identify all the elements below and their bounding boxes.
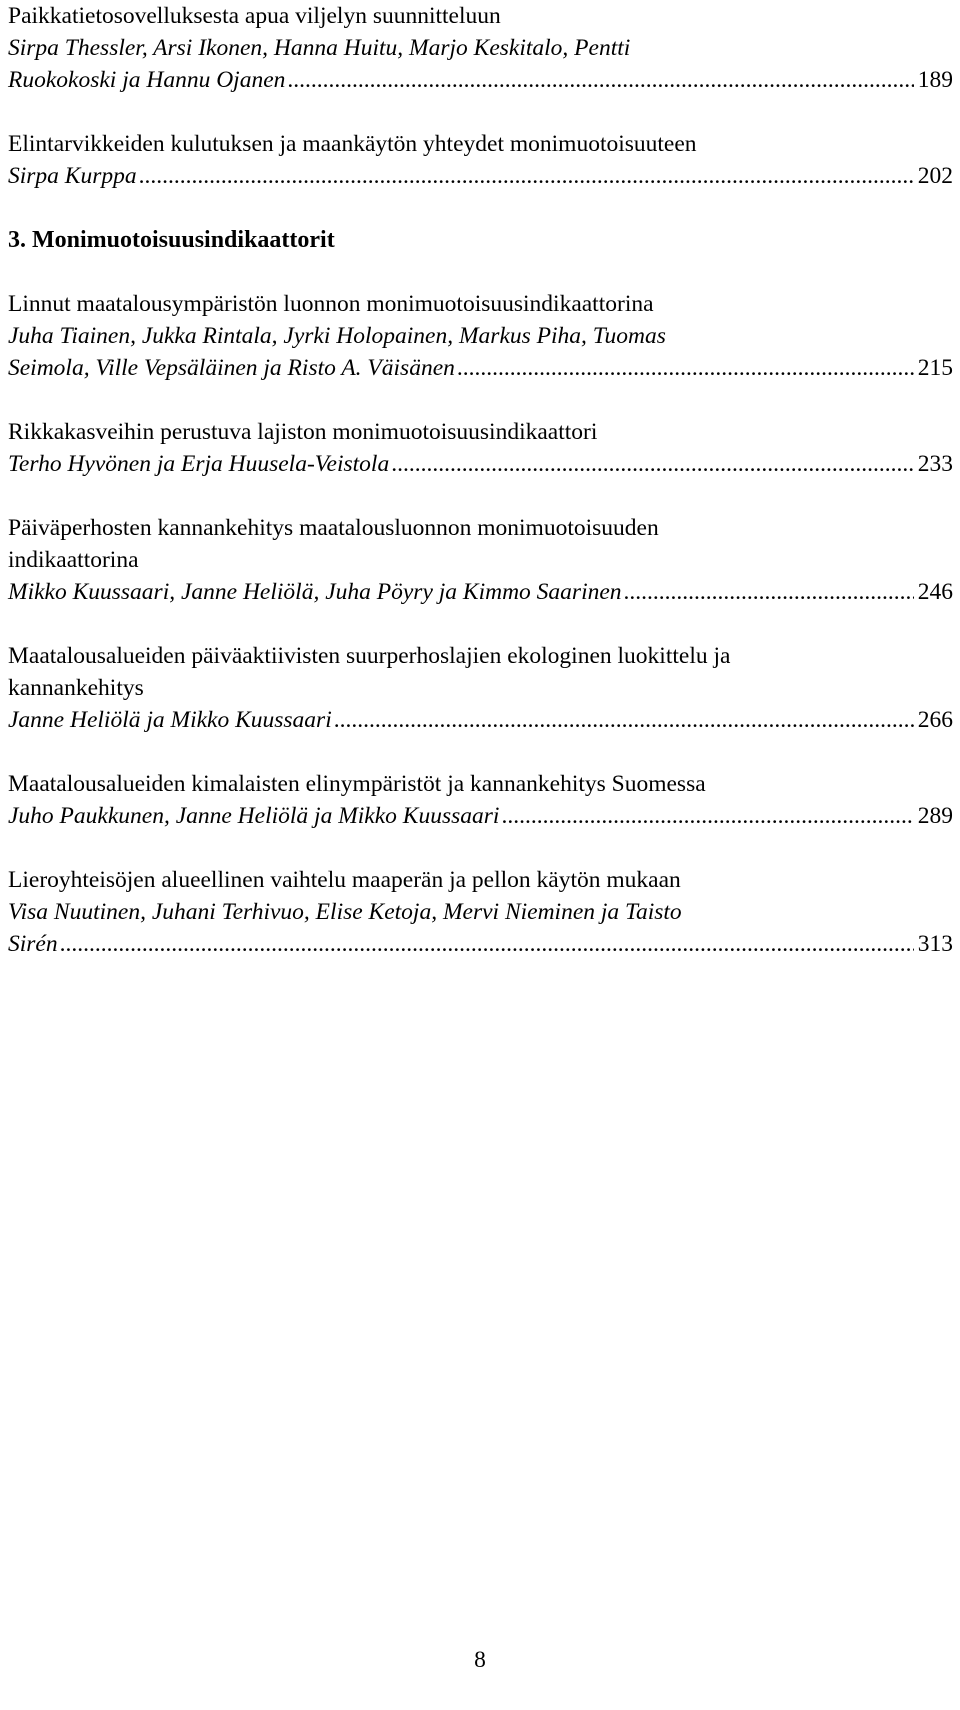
toc-entry-page-number: 202 <box>917 163 953 189</box>
toc-entry-page-number: 233 <box>917 451 953 477</box>
toc-entry-last-line <box>8 576 953 608</box>
toc-entry-page-number: 189 <box>917 67 953 93</box>
toc-entry-authors-tail: Juho Paukkunen, Janne Heliölä ja Mikko Kuussaari <box>8 803 500 829</box>
toc-entry-last-line <box>8 704 953 736</box>
toc-entry-last-line <box>8 352 953 384</box>
toc-entry-page-number: 215 <box>917 355 953 381</box>
toc-entry-title: Rikkakasveihin perustuva lajiston monimuotoisuusindikaattori <box>8 419 598 445</box>
toc-entry-authors-tail: Sirén <box>8 931 58 957</box>
dot-leader <box>60 928 914 960</box>
toc-entry-page-number: 246 <box>917 579 953 605</box>
section-heading: 3. Monimuotoisuusindikaattorit <box>8 227 335 253</box>
dot-leader <box>457 352 914 384</box>
toc-entry-page-number: 289 <box>917 803 953 829</box>
dot-leader <box>287 64 913 96</box>
toc-entry-authors-tail: Terho Hyvönen ja Erja Huusela-Veistola <box>8 451 390 477</box>
toc-entry-title-continued: indikaattorina <box>8 547 139 573</box>
toc-entry[interactable] <box>8 864 953 960</box>
toc-entry-title: Linnut maatalousympäristön luonnon monimuotoisuusindikaattorina <box>8 291 654 317</box>
toc-entry-authors-tail: Janne Heliölä ja Mikko Kuussaari <box>8 707 332 733</box>
dot-leader <box>624 576 914 608</box>
dot-leader <box>139 160 914 192</box>
toc-entry-last-line <box>8 448 953 480</box>
dot-leader <box>334 704 914 736</box>
toc-entry[interactable] <box>8 288 953 384</box>
toc-entry-authors-tail: Mikko Kuussaari, Janne Heliölä, Juha Pöyry ja Kimmo Saarinen <box>8 579 622 605</box>
toc-entry-page-number: 313 <box>917 931 953 957</box>
toc-entry-last-line <box>8 160 953 192</box>
toc-entry-authors-tail: Sirpa Kurppa <box>8 163 137 189</box>
toc-entry-title-continued: kannankehitys <box>8 675 144 701</box>
toc-entry-authors: Visa Nuutinen, Juhani Terhivuo, Elise Ketoja, Mervi Nieminen ja Taisto <box>8 899 682 925</box>
toc-entry-authors-tail: Ruokokoski ja Hannu Ojanen <box>8 67 286 93</box>
dot-leader <box>501 800 913 832</box>
toc-entry-authors-tail: Seimola, Ville Vepsäläinen ja Risto A. Väisänen <box>8 355 455 381</box>
toc-entry-page-number: 266 <box>917 707 953 733</box>
toc-entry-last-line <box>8 64 953 96</box>
table-of-contents <box>8 0 953 992</box>
toc-entry-title: Maatalousalueiden päiväaktiivisten suurperhoslajien ekologinen luokittelu ja <box>8 643 731 669</box>
toc-entry[interactable] <box>8 416 953 480</box>
toc-entry[interactable] <box>8 640 953 736</box>
toc-entry[interactable] <box>8 0 953 96</box>
toc-entry-last-line <box>8 928 953 960</box>
dot-leader <box>391 448 914 480</box>
toc-entry[interactable] <box>8 128 953 192</box>
page-number-footer: 8 <box>474 1647 486 1673</box>
toc-entry[interactable] <box>8 512 953 608</box>
toc-entry-last-line <box>8 800 953 832</box>
toc-entry-title: Paikkatietosovelluksesta apua viljelyn suunnitteluun <box>8 3 501 29</box>
toc-entry[interactable] <box>8 768 953 832</box>
toc-entry-authors: Sirpa Thessler, Arsi Ikonen, Hanna Huitu, Marjo Keskitalo, Pentti <box>8 35 631 61</box>
toc-entry-title: Maatalousalueiden kimalaisten elinympäristöt ja kannankehitys Suomessa <box>8 771 706 797</box>
toc-entry-title: Lieroyhteisöjen alueellinen vaihtelu maaperän ja pellon käytön mukaan <box>8 867 681 893</box>
toc-entry-title: Päiväperhosten kannankehitys maatalousluonnon monimuotoisuuden <box>8 515 659 541</box>
toc-entry-title: Elintarvikkeiden kulutuksen ja maankäytön yhteydet monimuotoisuuteen <box>8 131 697 157</box>
toc-entry-authors: Juha Tiainen, Jukka Rintala, Jyrki Holopainen, Markus Piha, Tuomas <box>8 323 666 349</box>
